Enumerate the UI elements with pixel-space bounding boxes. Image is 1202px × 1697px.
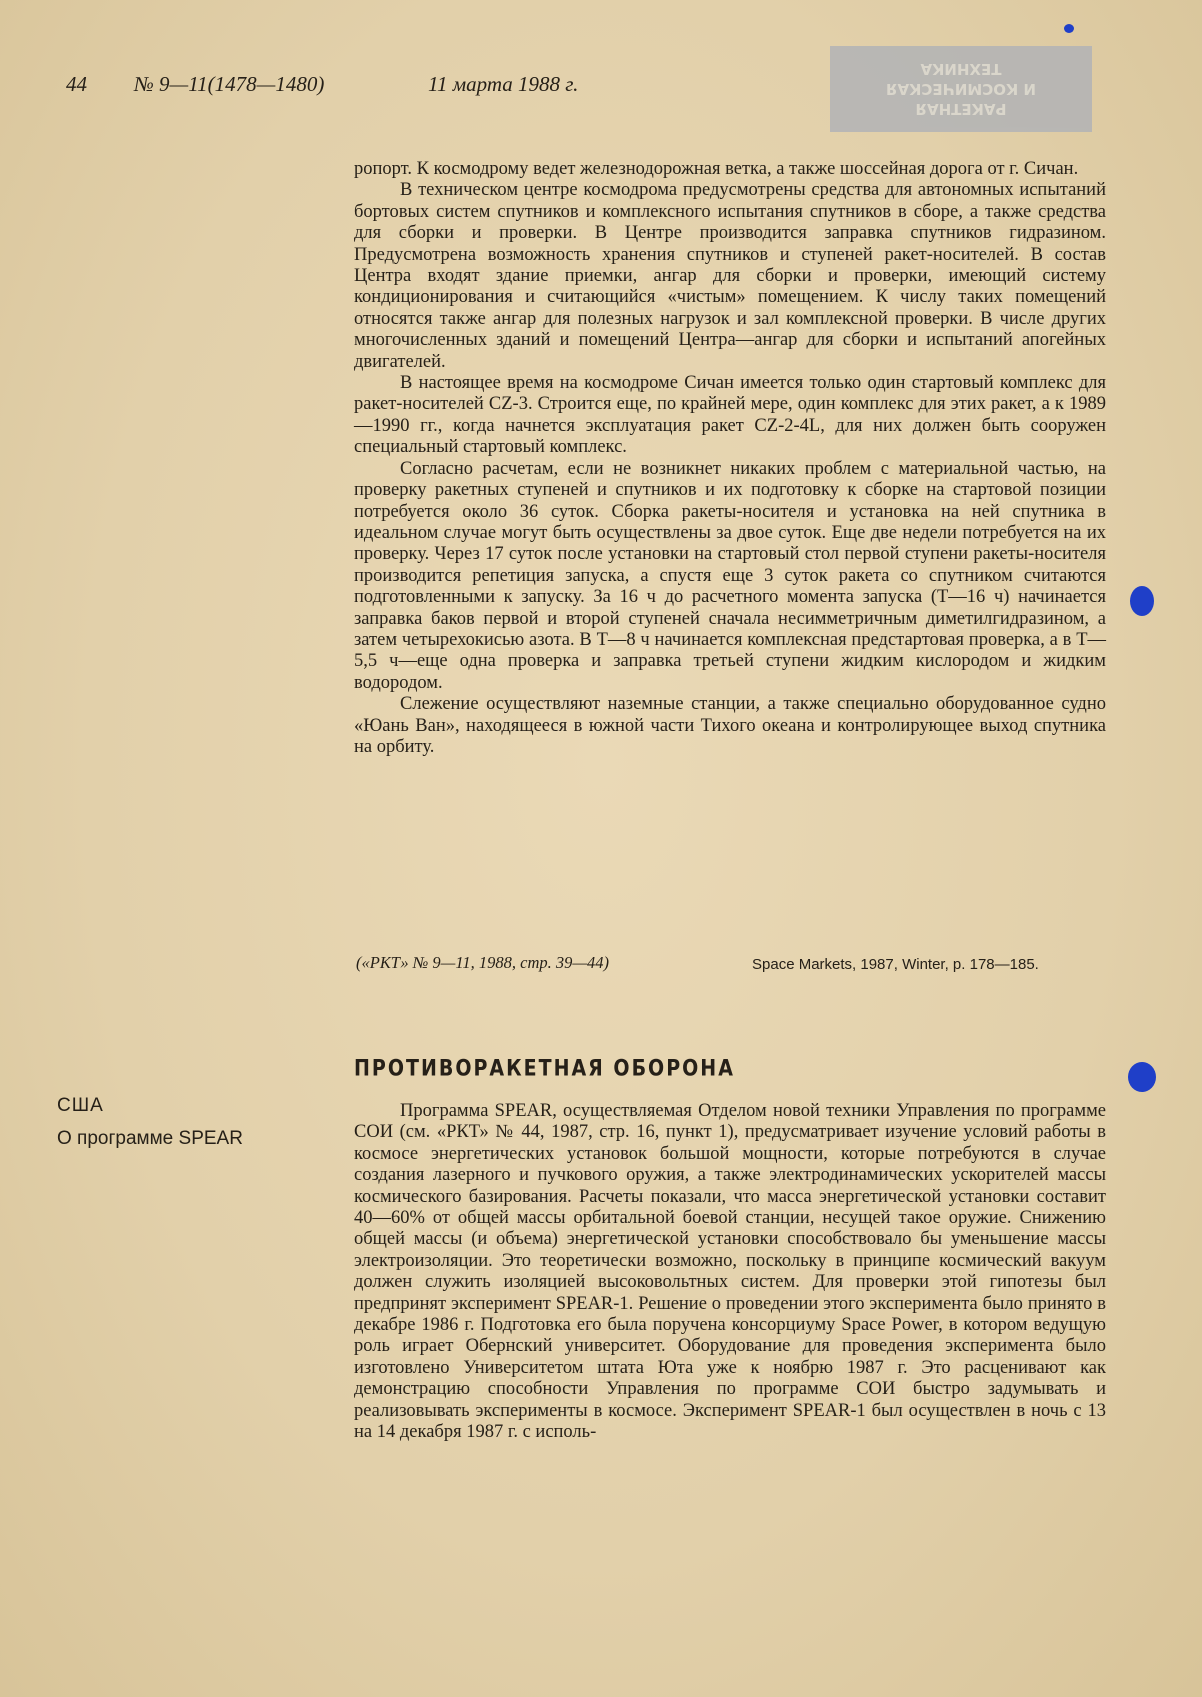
stamp-line: РАКЕТНАЯ xyxy=(915,100,1007,118)
article-body-cosmodrome xyxy=(354,159,1106,758)
margin-topic: О программе SPEAR xyxy=(57,1128,243,1149)
issue-number: № 9—11(1478—1480) xyxy=(134,72,325,96)
margin-country: США xyxy=(57,1095,104,1116)
source-reference: Space Markets, 1987, Winter, p. 178—185. xyxy=(752,956,1039,973)
page-header xyxy=(66,72,706,104)
citation: («РКТ» № 9—11, 1988, стр. 39—44) xyxy=(356,953,610,972)
ink-spot xyxy=(1128,1062,1156,1092)
paragraph: Слежение осуществляют наземные станции, а также специально оборудованное судно «Юань Ван», находящееся в южной части Тихого океана и контролирующее выход спутника на орбиту. xyxy=(354,694,1106,757)
paragraph: Согласно расчетам, если не возникнет никаких проблем с материальной частью, на проверку ракетных ступеней и спутников и их подготовку к сборке на стартовой позиции потребуется около 36 суток. Сборка ракеты-носителя и установка на ней спутника в идеальном случае могут быть осуществлены за двое суток. Еще две недели потребуется на их проверку. Через 17 суток после установки на стартовый стол первой ступени ракеты-носителя производится репетиция запуска, а спустя еще 3 суток ракета со спутником считаются подготовленными к запуску. За 16 ч до расчетного момента запуска (Т—16 ч) начинается заправка баков первой и второй ступеней сначала несимметричным диметилгидразином, а затем четырехокисью азота. В Т—8 ч начинается комплексная предстартовая проверка, а в Т—5,5 ч—еще одна проверка и заправка третьей ступени жидким кислородом и жидким водородом. xyxy=(354,458,1106,693)
stamp-line: ТЕХНИКА xyxy=(920,60,1002,78)
article-body-spear xyxy=(354,1101,1106,1444)
ink-spot xyxy=(1064,24,1074,33)
page-number: 44 xyxy=(66,72,87,96)
paragraph: ропорт. К космодрому ведет железнодорожная ветка, а также шоссейная дорога от г. Сичан. xyxy=(354,159,1079,179)
paragraph: Программа SPEAR, осуществляемая Отделом новой техники Управления по программе СОИ (см. «РКТ» № 44, 1987, стр. 16, пункт 1), предусматривает изучение условий работы в космосе энергетических установок большой мощности, которые потребуются в случае создания лазерного и пучкового оружия, а также электродинамических ускорителей массы космического базирования. Расчеты показали, что масса энергетической установки составит 40—60% от общей массы орбитальной боевой станции, несущей такое оружие. Снижению общей массы (и объема) энергетической установки способствовало бы уменьшение массы электроизоляции. Это теоретически возможно, поскольку в принципе космический вакуум должен служить изоляцией высоковольтных систем. Для проверки этой гипотезы был предпринят эксперимент SPEAR-1. Решение о проведении этого эксперимента было принято в декабре 1986 г. Подготовка его была поручена консорциуму Space Power, в котором ведущую роль играет Обернский университет. Оборудование для проведения эксперимента было изготовлено Университетом штата Юта уже к ноябрю 1987 г. Это расценивают как демонстрацию способности Управления по программе СОИ быстро задумывать и реализовывать эксперименты в космосе. Эксперимент SPEAR-1 был осуществлен в ночь с 13 на 14 декабря 1987 г. с исполь- xyxy=(354,1101,1106,1443)
stamp-line: И КОСМИЧЕСКАЯ xyxy=(885,80,1037,98)
paragraph: В техническом центре космодрома предусмотрены средства для автономных испытаний бортовых систем спутников и комплексного испытания спутников в сборе, а также средства для сборки и проверки. В Центре производится заправка спутников гидразином. Предусмотрена возможность хранения спутников и ступеней ракет-носителей. В состав Центра входят здание приемки, ангар для сборки и проверки, имеющий систему кондиционирования и считающийся «чистым» помещением. К числу таких помещений относятся также ангар для полезных нагрузок и зал комплексной проверки. В числе других многочисленных зданий и помещений Центра—ангар для сборки и испытаний апогейных двигателей. xyxy=(354,180,1106,372)
paragraph: В настоящее время на космодроме Сичан имеется только один стартовый комплекс для ракет-носителей CZ-3. Строится еще, по крайней мере, один комплекс для этих ракет, а к 1989—1990 гг., когда начнется эксплуатация ракет CZ-2-4L, для них должен быть сооружен специальный стартовый комплекс. xyxy=(354,373,1106,458)
ink-spot xyxy=(1130,586,1154,616)
section-title: ПРОТИВОРАКЕТНАЯ ОБОРОНА xyxy=(354,1056,735,1082)
library-stamp xyxy=(830,46,1092,132)
issue-date: 11 марта 1988 г. xyxy=(428,72,579,96)
